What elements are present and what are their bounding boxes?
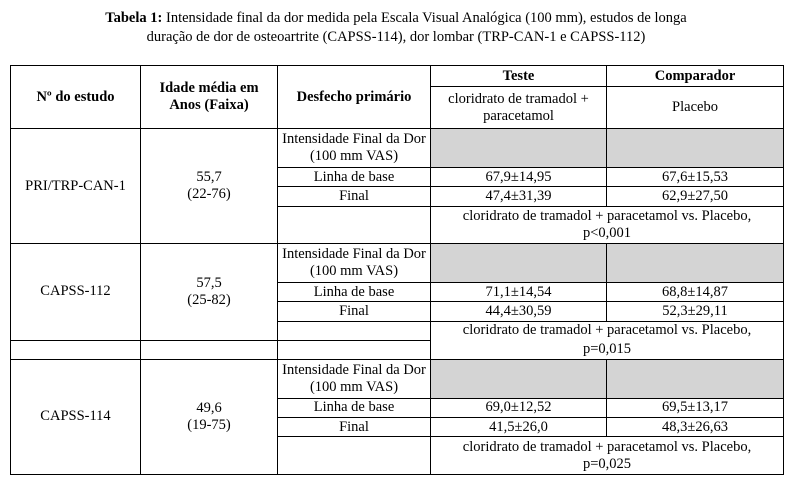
age-mean: 55,7 [196,169,222,186]
baseline-test: 67,9±14,95 [431,168,607,187]
study-age [141,129,278,244]
baseline-test: 69,0±12,52 [431,398,607,417]
shaded-cell [607,359,784,398]
comparison-text: cloridrato de tramadol + paracetamol vs. Placebo, [462,438,752,455]
study-id: CAPSS-112 [11,244,141,340]
final-label: Final [278,417,431,436]
final-test: 41,5±26,0 [431,417,607,436]
final-test: 47,4±31,39 [431,187,607,206]
table-row [11,359,784,398]
final-label: Final [278,187,431,206]
empty-cell [11,340,141,359]
final-comparator: 62,9±27,50 [607,187,784,206]
baseline-label: Linha de base [278,168,431,187]
table-row [11,129,784,168]
comparison-cell [431,437,784,475]
study-id: CAPSS-114 [11,359,141,474]
table-row [11,340,784,359]
caption-label: Tabela 1: [105,10,163,26]
baseline-test: 71,1±14,54 [431,283,607,302]
empty-cell [141,340,278,359]
shaded-cell [431,359,607,398]
age-mean: 49,6 [196,399,222,416]
comparison-cell [431,206,784,244]
header-row-1 [11,66,784,87]
caption-line-2: duração de dor de osteoartrite (CAPSS-114), dor lombar (TRP-CAN-1 e CAPSS-112) [146,29,646,45]
header-test: Teste [431,66,607,87]
comparison-text: cloridrato de tramadol + paracetamol vs. Placebo, [462,208,752,225]
final-comparator: 48,3±26,63 [607,417,784,436]
empty-cell [278,206,431,244]
baseline-comparator: 67,6±15,53 [607,168,784,187]
p-value: p=0,015 [431,340,784,359]
p-value: p<0,001 [582,225,632,242]
table-row [11,244,784,283]
baseline-label: Linha de base [278,398,431,417]
p-value: p=0,025 [582,455,632,472]
shaded-cell [431,244,607,283]
caption-line-1 [0,9,792,28]
results-table [10,65,784,475]
header-age: Idade média em Anos (Faixa) [141,66,278,129]
empty-cell [278,437,431,475]
empty-cell [278,340,431,359]
final-label: Final [278,302,431,321]
study-age [141,244,278,340]
final-test: 44,4±30,59 [431,302,607,321]
baseline-comparator: 68,8±14,87 [607,283,784,302]
age-range: (22-76) [187,186,231,203]
header-comparator: Comparador [607,66,784,87]
shaded-cell [607,244,784,283]
outcome-label: Intensidade Final da Dor (100 mm VAS) [278,244,431,283]
header-outcome: Desfecho primário [278,66,431,129]
age-range: (25-82) [187,291,231,308]
outcome-label: Intensidade Final da Dor (100 mm VAS) [278,129,431,168]
empty-cell [278,321,431,340]
caption-text-1: Intensidade final da dor medida pela Escala Visual Analógica (100 mm), estudos de longa [165,10,687,26]
baseline-comparator: 69,5±13,17 [607,398,784,417]
study-id: PRI/TRP-CAN-1 [11,129,141,244]
comparison-text: cloridrato de tramadol + paracetamol vs. Placebo, [431,321,784,340]
outcome-label: Intensidade Final da Dor (100 mm VAS) [278,359,431,398]
baseline-label: Linha de base [278,283,431,302]
final-comparator: 52,3±29,11 [607,302,784,321]
study-age [141,359,278,474]
shaded-cell [431,129,607,168]
header-study-no: Nº do estudo [11,66,141,129]
header-comparator-drug: Placebo [607,87,784,129]
header-test-drug: cloridrato de tramadol + paracetamol [431,87,607,129]
table-caption [0,9,792,47]
age-range: (19-75) [187,416,231,433]
age-mean: 57,5 [196,274,222,291]
shaded-cell [607,129,784,168]
